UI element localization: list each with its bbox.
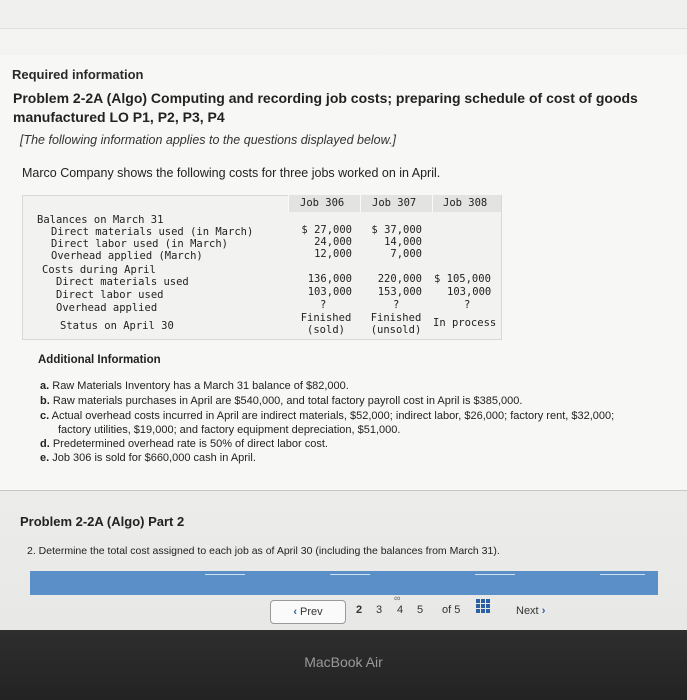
info-item-b: b. Raw materials purchases in April are $540,000, and total factory payroll cost in April is $385,000. xyxy=(40,395,523,407)
cell: 103,000 xyxy=(447,286,492,298)
info-note: [The following information applies to the questions displayed below.] xyxy=(20,133,396,147)
part2-question: 2. Determine the total cost assigned to each job as of April 30 (including the balances from March 31). xyxy=(27,545,500,557)
next-button[interactable] xyxy=(516,600,576,622)
col-header-job-308: Job 308 xyxy=(443,197,488,209)
grid-icon[interactable] xyxy=(476,599,490,613)
row-label: Overhead applied (March) xyxy=(51,250,203,262)
row-label: Direct labor used (in March) xyxy=(51,238,229,250)
link-icon: ∞ xyxy=(394,593,401,603)
cell: 14,000 xyxy=(384,236,422,248)
info-item-c: c. Actual overhead costs incurred in April are indirect materials, $52,000; indirect labor, $26,000; factory rent, $32,000; xyxy=(40,410,615,422)
row-label: Overhead applied xyxy=(56,302,158,314)
cell: $ 27,000 xyxy=(301,224,352,236)
info-item-a: a. Raw Materials Inventory has a March 31 balance of $82,000. xyxy=(40,380,349,392)
answer-table-header-bar xyxy=(30,571,658,595)
chevron-left-icon: ‹ xyxy=(293,606,297,618)
row-label: Balances on March 31 xyxy=(37,214,164,226)
intro-text: Marco Company shows the following costs for three jobs worked on in April. xyxy=(22,166,441,180)
cell: ? xyxy=(393,299,400,311)
row-label: Direct materials used xyxy=(56,276,189,288)
cell: 7,000 xyxy=(390,248,422,260)
cell: ? xyxy=(320,299,327,311)
next-label: Next xyxy=(516,605,539,617)
page-count: of 5 xyxy=(442,604,461,616)
cell: 103,000 xyxy=(307,286,352,298)
cell: 12,000 xyxy=(314,248,352,260)
header-tick xyxy=(205,574,245,575)
row-label: Direct materials used (in March) xyxy=(51,226,254,238)
prev-button[interactable] xyxy=(270,600,346,624)
col-header-job-306: Job 306 xyxy=(300,197,345,209)
row-label: Direct labor used xyxy=(56,289,164,301)
cell: 136,000 xyxy=(307,273,352,285)
additional-info-heading: Additional Information xyxy=(38,354,161,366)
row-label: Status on April 30 xyxy=(60,320,174,332)
row-label: Costs during April xyxy=(42,264,156,276)
page-2[interactable]: 2 xyxy=(356,604,363,616)
status-cell: In process xyxy=(433,317,497,329)
top-band xyxy=(0,0,687,29)
header-tick xyxy=(600,574,645,575)
prev-label: Prev xyxy=(300,606,323,618)
problem-title: Problem 2-2A (Algo) Computing and recording job costs; preparing schedule of cost of goods manufactured LO P1, P2, P3, P4 xyxy=(13,90,638,125)
cell: $ 105,000 xyxy=(434,273,491,285)
status-cell: Finished (unsold) xyxy=(370,312,422,336)
part2-title: Problem 2-2A (Algo) Part 2 xyxy=(20,514,185,529)
status-cell: Finished (sold) xyxy=(300,312,352,336)
col-header-job-307: Job 307 xyxy=(372,197,417,209)
page-4[interactable]: 4 xyxy=(397,604,404,616)
chevron-right-icon: › xyxy=(541,605,546,617)
cell: $ 37,000 xyxy=(371,224,422,236)
info-item-d: d. Predetermined overhead rate is 50% of direct labor cost. xyxy=(40,438,328,450)
cell: 153,000 xyxy=(377,286,422,298)
cell: 24,000 xyxy=(314,236,352,248)
info-item-c-cont: factory utilities, $19,000; and factory equipment depreciation, $51,000. xyxy=(58,424,401,436)
page-3[interactable]: 3 xyxy=(376,604,383,616)
device-label: MacBook Air xyxy=(304,654,383,670)
header-tick xyxy=(475,574,515,575)
cell: ? xyxy=(464,299,471,311)
header-tick xyxy=(330,574,370,575)
page-5[interactable]: 5 xyxy=(417,604,424,616)
required-heading: Required information xyxy=(12,67,144,82)
cell: 220,000 xyxy=(377,273,422,285)
info-item-e: e. Job 306 is sold for $660,000 cash in April. xyxy=(40,452,256,464)
